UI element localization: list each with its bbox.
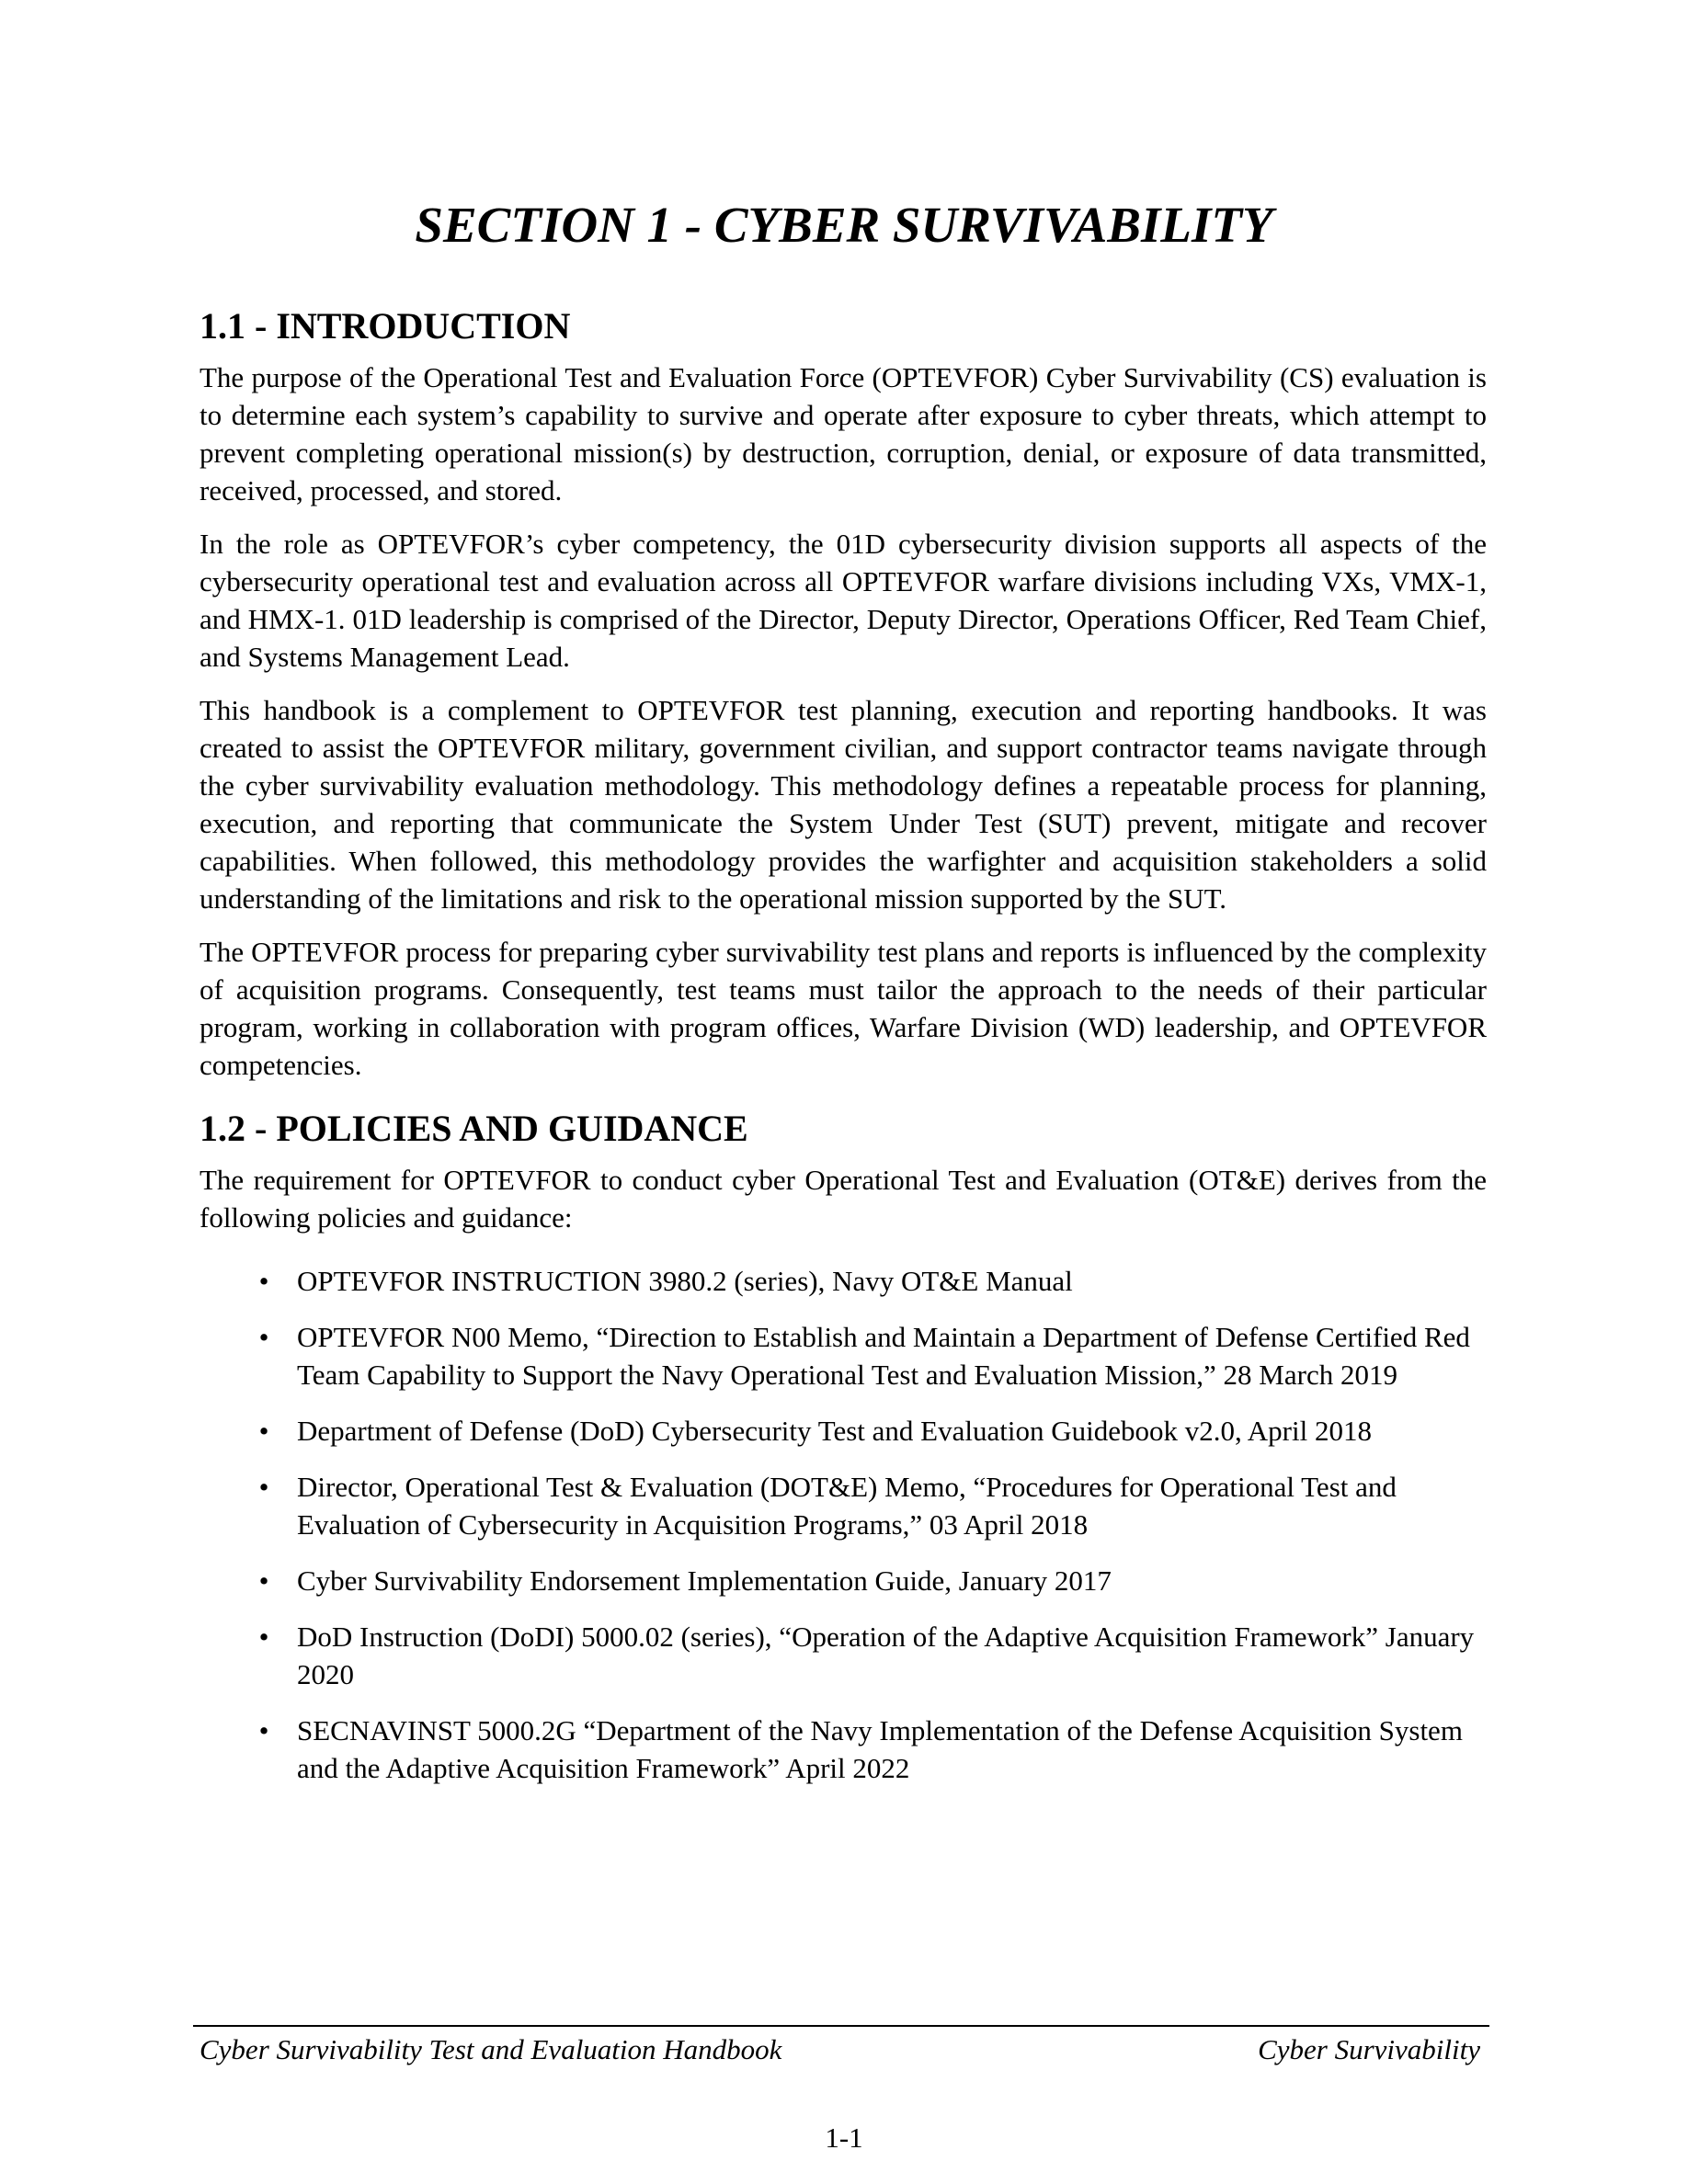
list-item-text: SECNAVINST 5000.2G “Department of the Navy Implementation of the Defense Acquisition System and the Adaptive Acquisition Framework” April 2022 [297, 1714, 1463, 1784]
bullet-icon: • [258, 1265, 269, 1297]
list-item [200, 1618, 1487, 1693]
policies-list [200, 1262, 1487, 1787]
bullet-icon: • [258, 1321, 269, 1353]
list-item [200, 1318, 1487, 1393]
footer-section-name: Cyber Survivability [1258, 2033, 1480, 2065]
intro-paragraph-3: This handbook is a complement to OPTEVFOR test planning, execution and reporting handbooks. It was created to assist the OPTEVFOR military, government civilian, and support contractor teams navigate through the cyber survivability evaluation methodology. This methodology defines a repeatable process for planning, execution, and reporting that communicate the System Under Test (SUT) prevent, mitigate and recover capabilities. When followed, this methodology provides the warfighter and acquisition stakeholders a solid understanding of the limitations and risk to the operational mission supported by the SUT. [200, 694, 1487, 915]
document-body [200, 303, 1487, 1805]
section-title: SECTION 1 - CYBER SURVIVABILITY [415, 197, 1273, 253]
list-item-text: OPTEVFOR N00 Memo, “Direction to Establish and Maintain a Department of Defense Certified Red Team Capability to Support the Navy Operational Test and Evaluation Mission,” 28 March 2019 [297, 1321, 1470, 1391]
footer-document-title: Cyber Survivability Test and Evaluation Handbook [200, 2033, 782, 2065]
policies-intro-paragraph: The requirement for OPTEVFOR to conduct cyber Operational Test and Evaluation (OT&E) derives from the following policies and guidance: [200, 1164, 1487, 1234]
intro-paragraph-1: The purpose of the Operational Test and Evaluation Force (OPTEVFOR) Cyber Survivability (CS) evaluation is to determine each system’s capability to survive and operate after exposure to cyber threats, which attempt to prevent completing operational mission(s) by destruction, corruption, denial, or exposure of data transmitted, received, processed, and stored. [200, 361, 1487, 506]
list-item [200, 1562, 1487, 1599]
list-item-text: Department of Defense (DoD) Cybersecurity Test and Evaluation Guidebook v2.0, April 2018 [297, 1415, 1372, 1447]
list-item [200, 1262, 1487, 1300]
policies-heading: 1.2 - POLICIES AND GUIDANCE [200, 1108, 748, 1149]
footer-divider [193, 2025, 1489, 2027]
intro-paragraph-4: The OPTEVFOR process for preparing cyber survivability test plans and reports is influenced by the complexity of acquisition programs. Consequently, test teams must tailor the approach to the needs of their particular program, working in collaboration with program offices, Warfare Division (WD) leadership, and OPTEVFOR competencies. [200, 936, 1487, 1081]
list-item [200, 1412, 1487, 1450]
bullet-icon: • [258, 1415, 269, 1447]
list-item [200, 1712, 1487, 1787]
bullet-icon: • [258, 1714, 269, 1746]
list-item-text: DoD Instruction (DoDI) 5000.02 (series), “Operation of the Adaptive Acquisition Framework” January 2020 [297, 1621, 1475, 1690]
introduction-heading: 1.1 - INTRODUCTION [200, 305, 571, 347]
bullet-icon: • [258, 1471, 269, 1503]
intro-paragraph-2: In the role as OPTEVFOR’s cyber competency, the 01D cybersecurity division supports all aspects of the cybersecurity operational test and evaluation across all OPTEVFOR warfare divisions including VXs, VMX-1, and HMX-1. 01D leadership is comprised of the Director, Deputy Director, Operations Officer, Red Team Chief, and Systems Management Lead. [200, 528, 1487, 673]
bullet-icon: • [258, 1621, 269, 1653]
bullet-icon: • [258, 1564, 269, 1597]
page-number: 1-1 [825, 2121, 863, 2154]
list-item [200, 1468, 1487, 1543]
list-item-text: OPTEVFOR INSTRUCTION 3980.2 (series), Navy OT&E Manual [297, 1265, 1073, 1297]
list-item-text: Cyber Survivability Endorsement Implementation Guide, January 2017 [297, 1564, 1112, 1597]
list-item-text: Director, Operational Test & Evaluation (DOT&E) Memo, “Procedures for Operational Test and Evaluation of Cybersecurity in Acquisition Programs,” 03 April 2018 [297, 1471, 1397, 1541]
